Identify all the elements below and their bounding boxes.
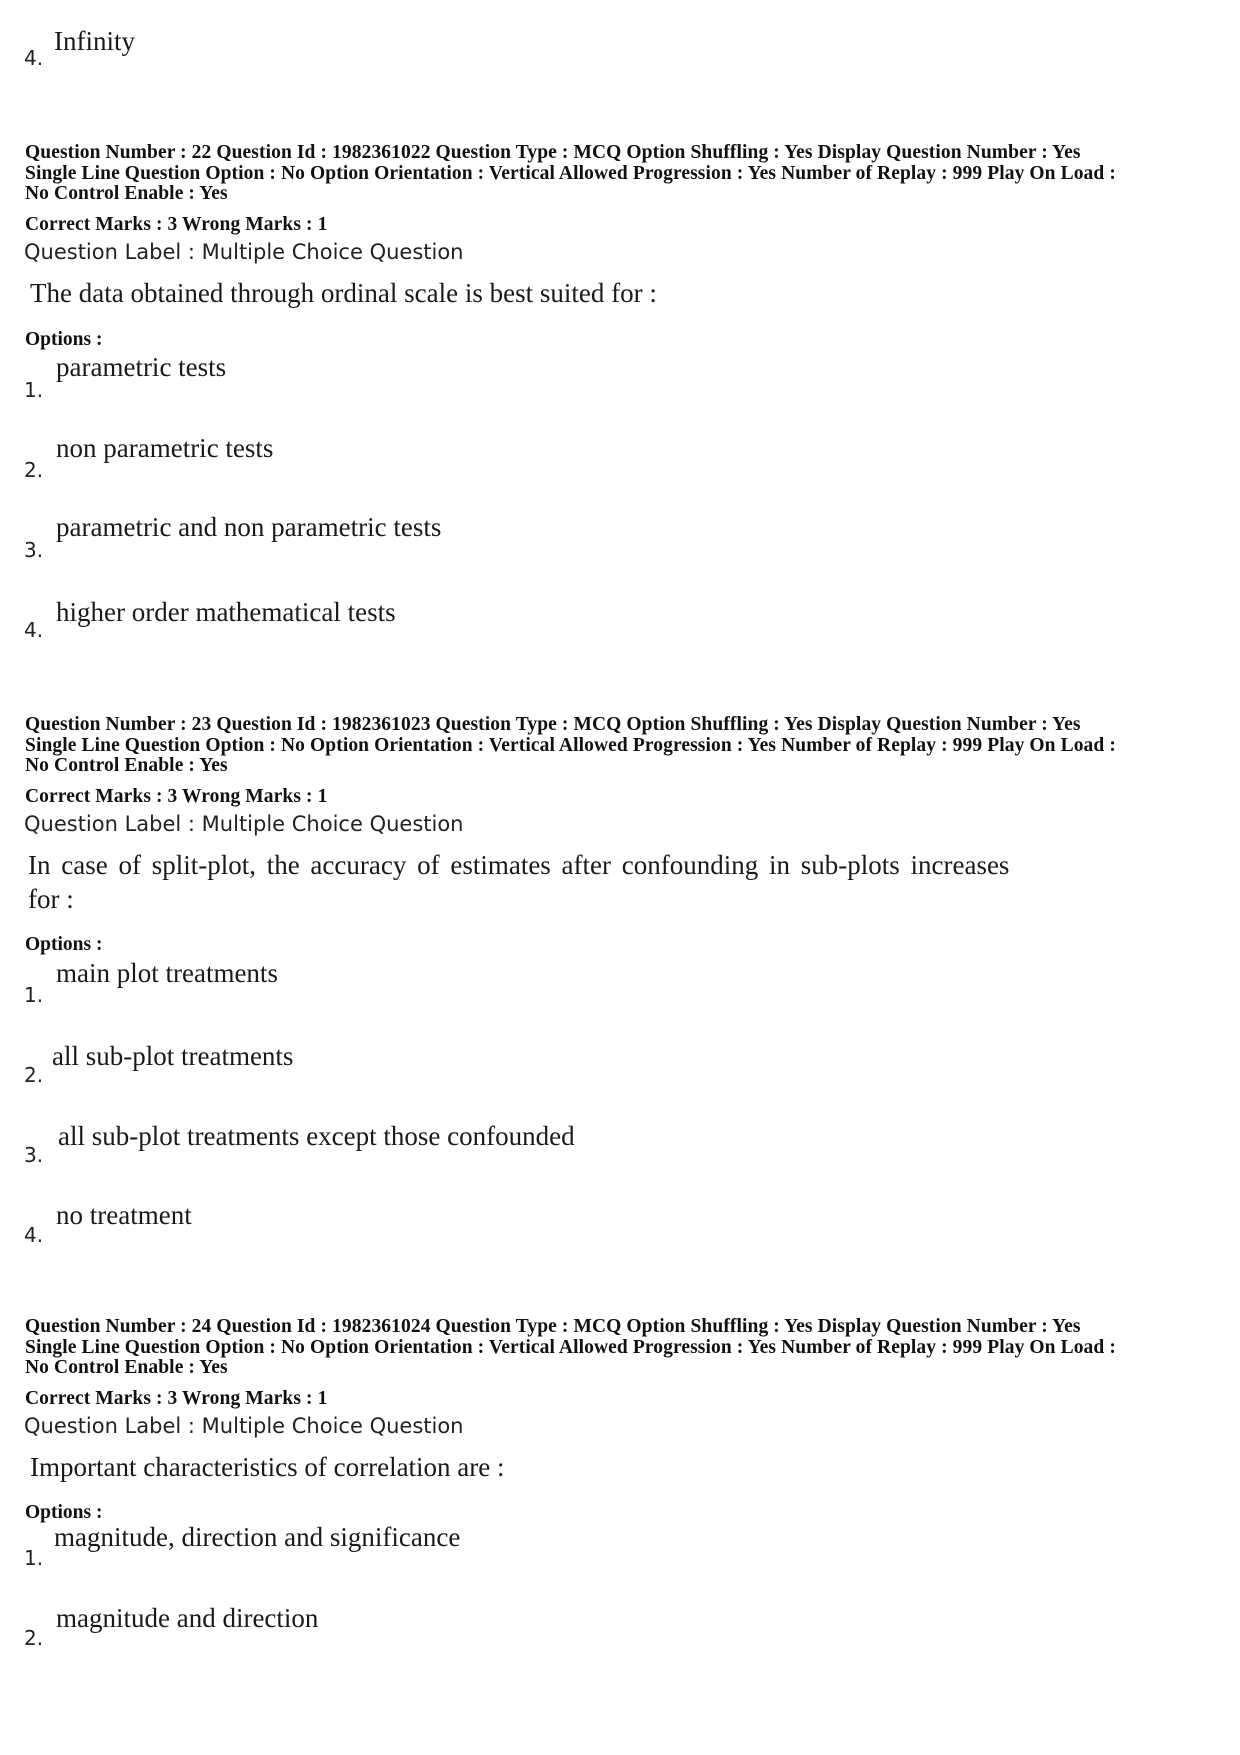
options-heading: Options : xyxy=(25,1502,103,1523)
question-meta-line: No Control Enable : Yes xyxy=(25,183,228,204)
option-number: 2. xyxy=(24,458,44,482)
question-marks: Correct Marks : 3 Wrong Marks : 1 xyxy=(25,1388,328,1409)
option-text[interactable]: all sub-plot treatments xyxy=(52,1041,294,1071)
question-meta-line: Single Line Question Option : No Option Orientation : Vertical Allowed Progression : Yes Number of Replay : 999 Play On Load : xyxy=(25,163,1116,184)
question-meta-line: Single Line Question Option : No Option Orientation : Vertical Allowed Progression : Yes Number of Replay : 999 Play On Load : xyxy=(25,1337,1116,1358)
option-number: 1. xyxy=(24,1546,44,1570)
option-text: Infinity xyxy=(54,26,135,56)
question-meta-line: Single Line Question Option : No Option Orientation : Vertical Allowed Progression : Yes Number of Replay : 999 Play On Load : xyxy=(25,735,1116,756)
option-text[interactable]: main plot treatments xyxy=(56,958,278,988)
option-text[interactable]: non parametric tests xyxy=(56,433,274,463)
option-number: 4. xyxy=(24,46,44,70)
question-marks: Correct Marks : 3 Wrong Marks : 1 xyxy=(25,786,328,807)
options-heading: Options : xyxy=(25,934,103,955)
question-label: Question Label : Multiple Choice Question xyxy=(24,812,464,836)
question-text: Important characteristics of correlation are : xyxy=(30,1452,505,1482)
option-text[interactable]: all sub-plot treatments except those confounded xyxy=(58,1121,575,1151)
option-number: 1. xyxy=(24,378,44,402)
question-text-continued: for : xyxy=(28,884,74,914)
option-text[interactable]: parametric tests xyxy=(56,352,227,382)
option-number: 1. xyxy=(24,983,44,1007)
question-label: Question Label : Multiple Choice Question xyxy=(24,240,464,264)
option-number: 2. xyxy=(24,1626,44,1650)
question-meta-line: Question Number : 24 Question Id : 1982361024 Question Type : MCQ Option Shuffling : Yes Display Question Number : Yes xyxy=(25,1316,1081,1337)
question-meta-line: No Control Enable : Yes xyxy=(25,755,228,776)
option-number: 4. xyxy=(24,1223,44,1247)
option-text[interactable]: no treatment xyxy=(56,1200,192,1230)
question-label: Question Label : Multiple Choice Question xyxy=(24,1414,464,1438)
question-meta-line: No Control Enable : Yes xyxy=(25,1357,228,1378)
question-text: The data obtained through ordinal scale is best suited for : xyxy=(30,278,657,308)
option-number: 3. xyxy=(24,1143,44,1167)
option-number: 2. xyxy=(24,1063,44,1087)
question-meta-line: Question Number : 23 Question Id : 1982361023 Question Type : MCQ Option Shuffling : Yes Display Question Number : Yes xyxy=(25,714,1081,735)
option-number: 3. xyxy=(24,538,44,562)
options-heading: Options : xyxy=(25,329,103,350)
option-number: 4. xyxy=(24,618,44,642)
option-text[interactable]: magnitude, direction and significance xyxy=(54,1522,461,1552)
option-text[interactable]: parametric and non parametric tests xyxy=(56,512,442,542)
option-text[interactable]: magnitude and direction xyxy=(56,1603,319,1633)
question-meta-line: Question Number : 22 Question Id : 1982361022 Question Type : MCQ Option Shuffling : Yes Display Question Number : Yes xyxy=(25,142,1081,163)
question-text: In case of split-plot, the accuracy of estimates after confounding in sub-plots increases xyxy=(28,850,1010,880)
question-marks: Correct Marks : 3 Wrong Marks : 1 xyxy=(25,214,328,235)
option-text[interactable]: higher order mathematical tests xyxy=(56,597,396,627)
